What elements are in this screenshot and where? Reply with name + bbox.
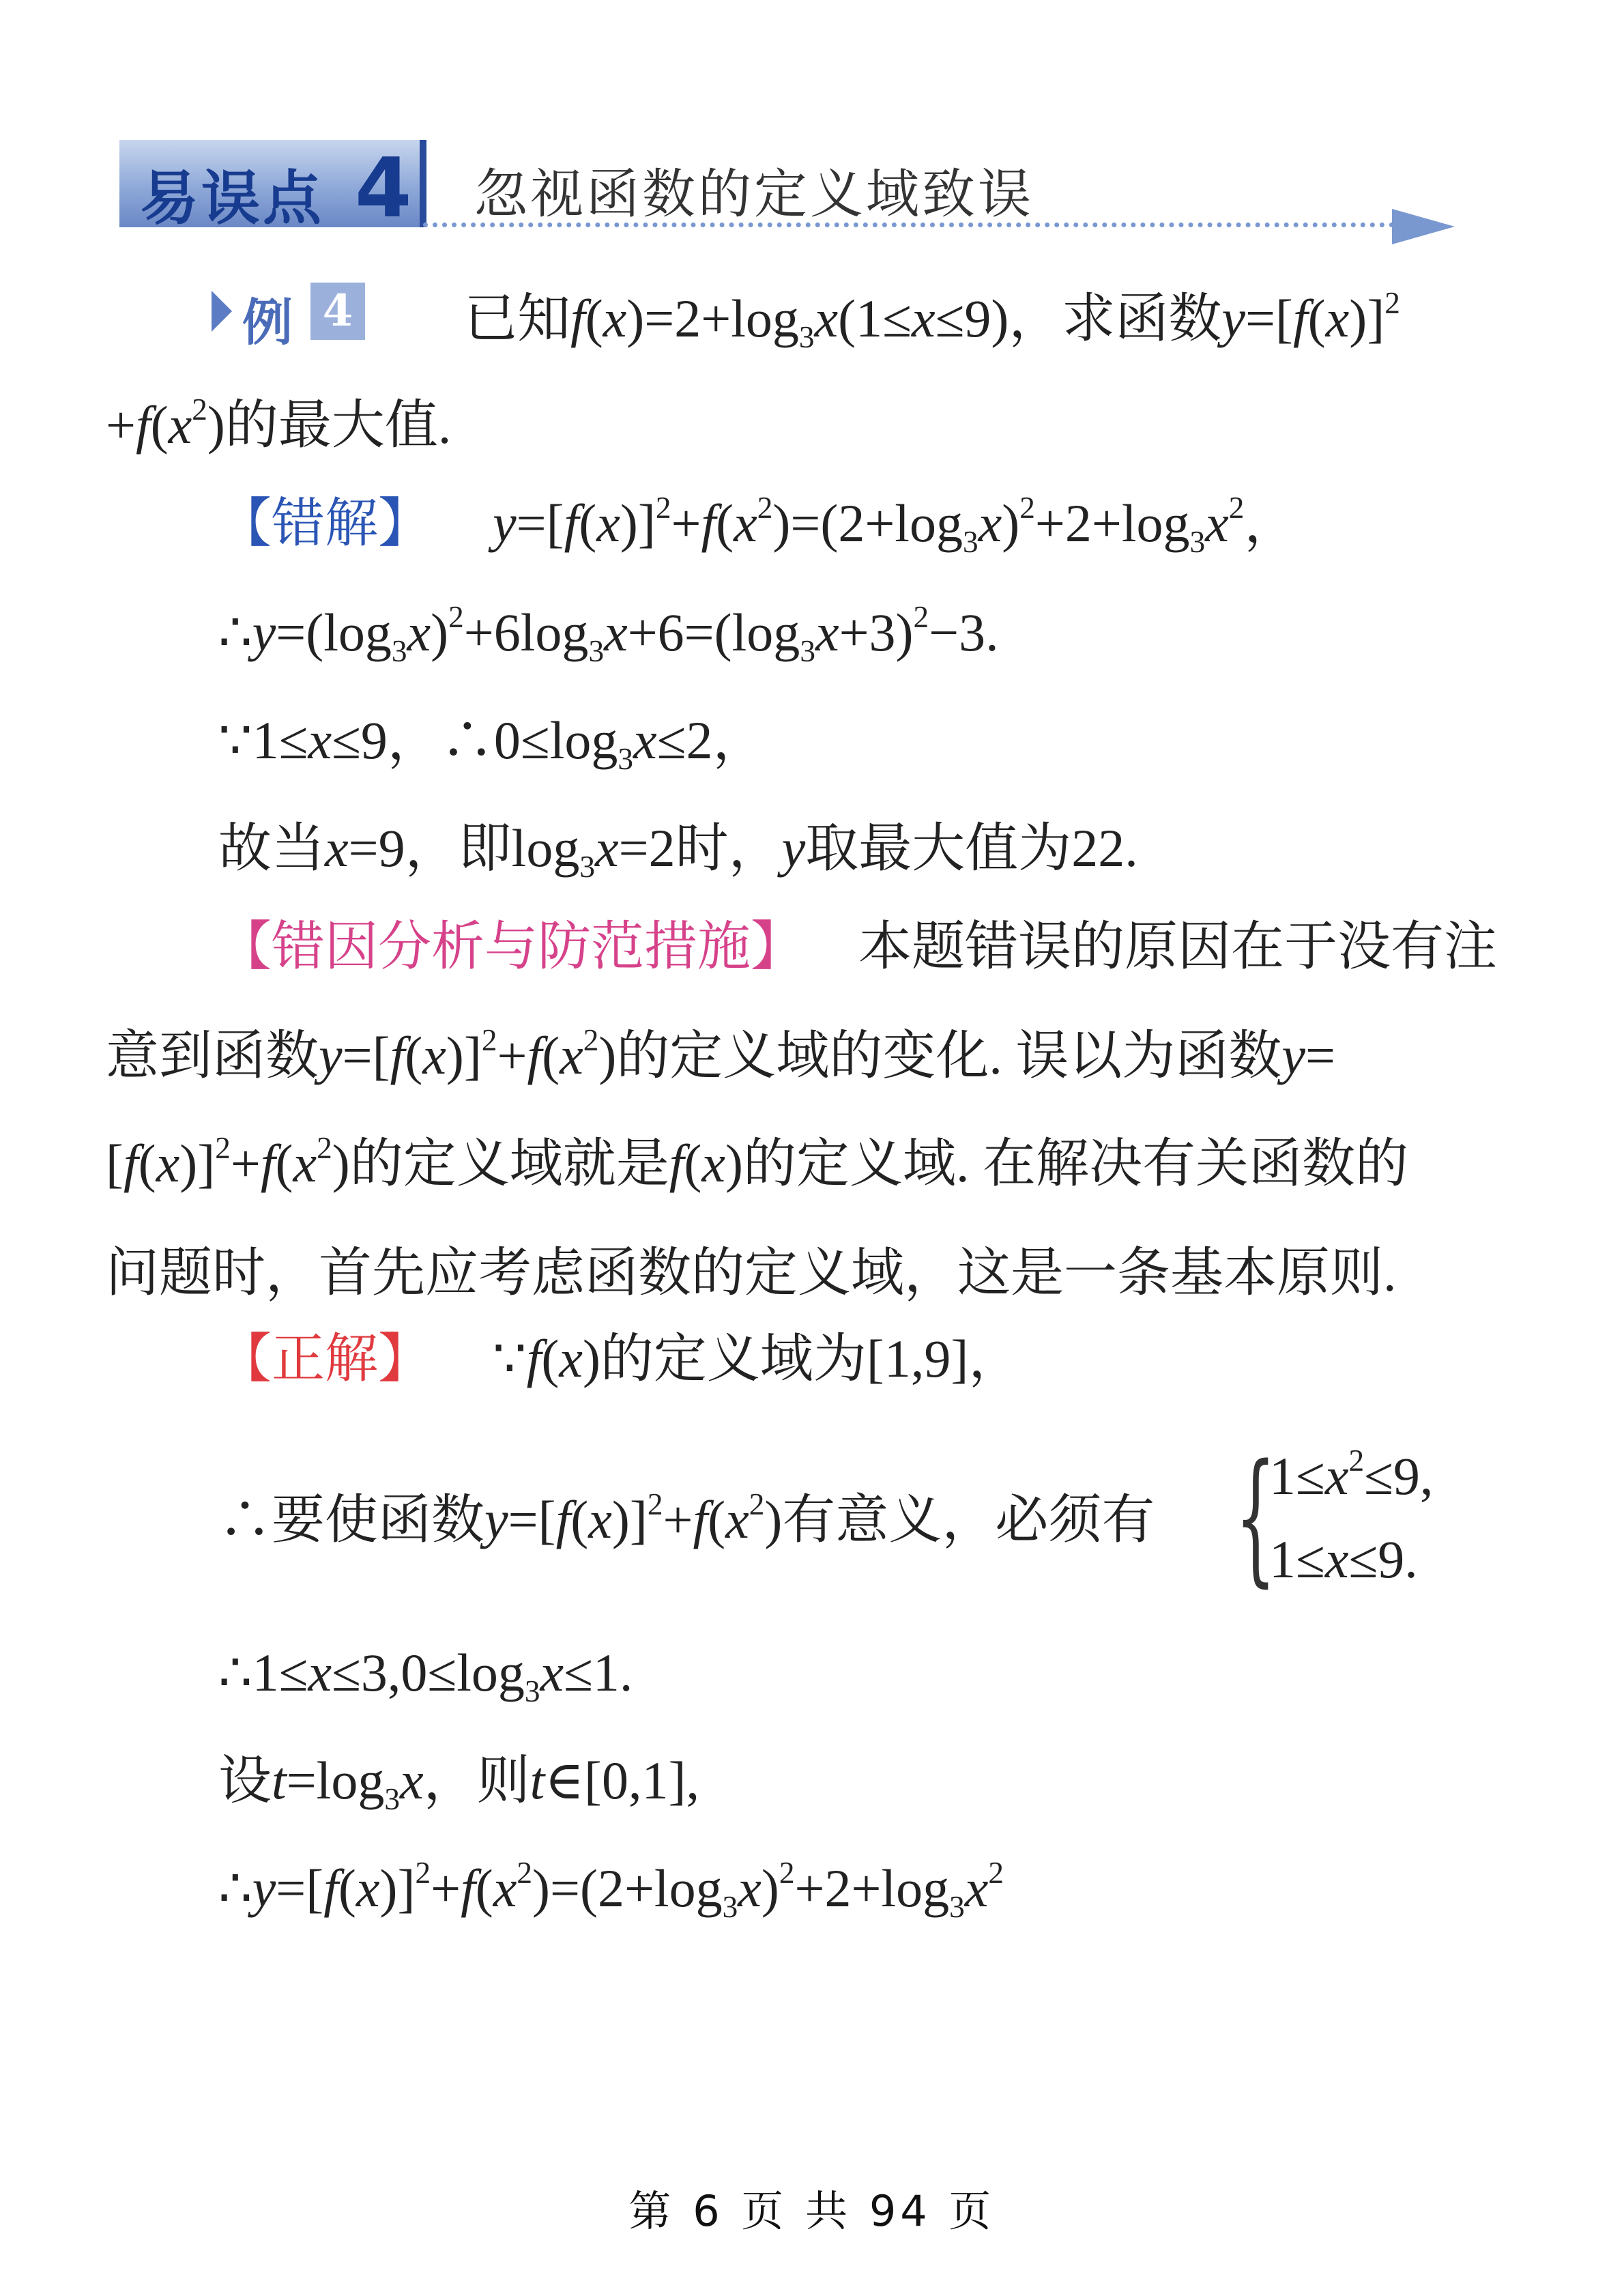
analysis-line-3: $[f(x)]^2+f(x^2)$的定义域就是f(x)的定义域. 在解决有关函数的 bbox=[106, 1131, 1409, 1193]
arrow-right-icon bbox=[1392, 209, 1455, 244]
analysis-line-2: 意到函数$y=[f(x)]^2+f(x^2)$的定义域的变化. 误以为函数y= bbox=[106, 1023, 1335, 1085]
problem-line-1: 已知$f(x)=2+\log_3x(1\le x\le 9)$，求函数$y=[f(x)]^2$ bbox=[464, 286, 1400, 354]
wrong-solution-line-1: 【错解】 $y=[f(x)]^2+f(x^2)=(2+\log_3x)^2+2+\log_3x^2$， bbox=[218, 491, 1298, 559]
page-footer: 第 6 页 共 94 页 bbox=[628, 2186, 996, 2236]
analysis-tag: 【错因分析与防范措施】 bbox=[218, 916, 804, 977]
dotted-divider bbox=[423, 223, 1433, 227]
example-number-box bbox=[310, 283, 365, 340]
triangle-marker-icon bbox=[212, 291, 232, 332]
correct-solution-line-2: ∴要使函数$y=[f(x)]^2+f(x^2)$有意义，必须有 bbox=[218, 1487, 1155, 1549]
left-brace-icon: { bbox=[1235, 1433, 1277, 1601]
wrong-solution-line-4: 故当x=9，即$\log_3x=2$时，y取最大值为22. bbox=[218, 818, 1138, 884]
correct-solution-tag: 【正解】 bbox=[218, 1328, 432, 1390]
badge-bar bbox=[420, 140, 426, 227]
example-label: 例 bbox=[242, 293, 293, 352]
example-number: 4 bbox=[322, 285, 353, 336]
system-line-2: 1≤x≤9. bbox=[1269, 1530, 1418, 1589]
badge-label: 易误点 bbox=[140, 164, 324, 233]
correct-solution-line-4: 设$t=\log_3x$，则t∈[0,1], bbox=[218, 1751, 699, 1816]
analysis-line-4: 问题时，首先应考虑函数的定义域，这是一条基本原则. bbox=[106, 1243, 1397, 1302]
example-badge bbox=[212, 278, 368, 352]
section-title: 忽视函数的定义域致误 bbox=[474, 164, 1034, 225]
section-badge bbox=[119, 140, 420, 236]
system-line-1: $1\le x^2\le 9$, bbox=[1269, 1444, 1434, 1506]
problem-line-2: $+f(x^2)$的最大值. bbox=[106, 392, 452, 455]
wrong-solution-line-3: ∵1≤x≤9，$\therefore 0\le\log_3x\le 2$， bbox=[218, 711, 766, 776]
analysis-line-1: 【错因分析与防范措施】 本题错误的原因在于没有注 bbox=[218, 916, 1498, 977]
badge-number: 4 bbox=[355, 141, 412, 236]
wrong-solution-tag: 【错解】 bbox=[218, 493, 432, 554]
wrong-solution-line-2: $\therefore y=(\log_3x)^2+6\log_3x+6=(\log_3x+3)^2-3$. bbox=[218, 600, 999, 668]
correct-solution-line-5: $\therefore y=[f(x)]^2+f(x^2)=(2+\log_3x)^2+2+\log_3x^2$ bbox=[218, 1856, 1004, 1924]
correct-solution-line-3: $\therefore 1\le x\le 3,0\le\log_3x\le 1$. bbox=[218, 1643, 633, 1708]
correct-solution-line-1: 【正解】 ∵f(x)的定义域为[1,9]， bbox=[218, 1328, 1022, 1390]
